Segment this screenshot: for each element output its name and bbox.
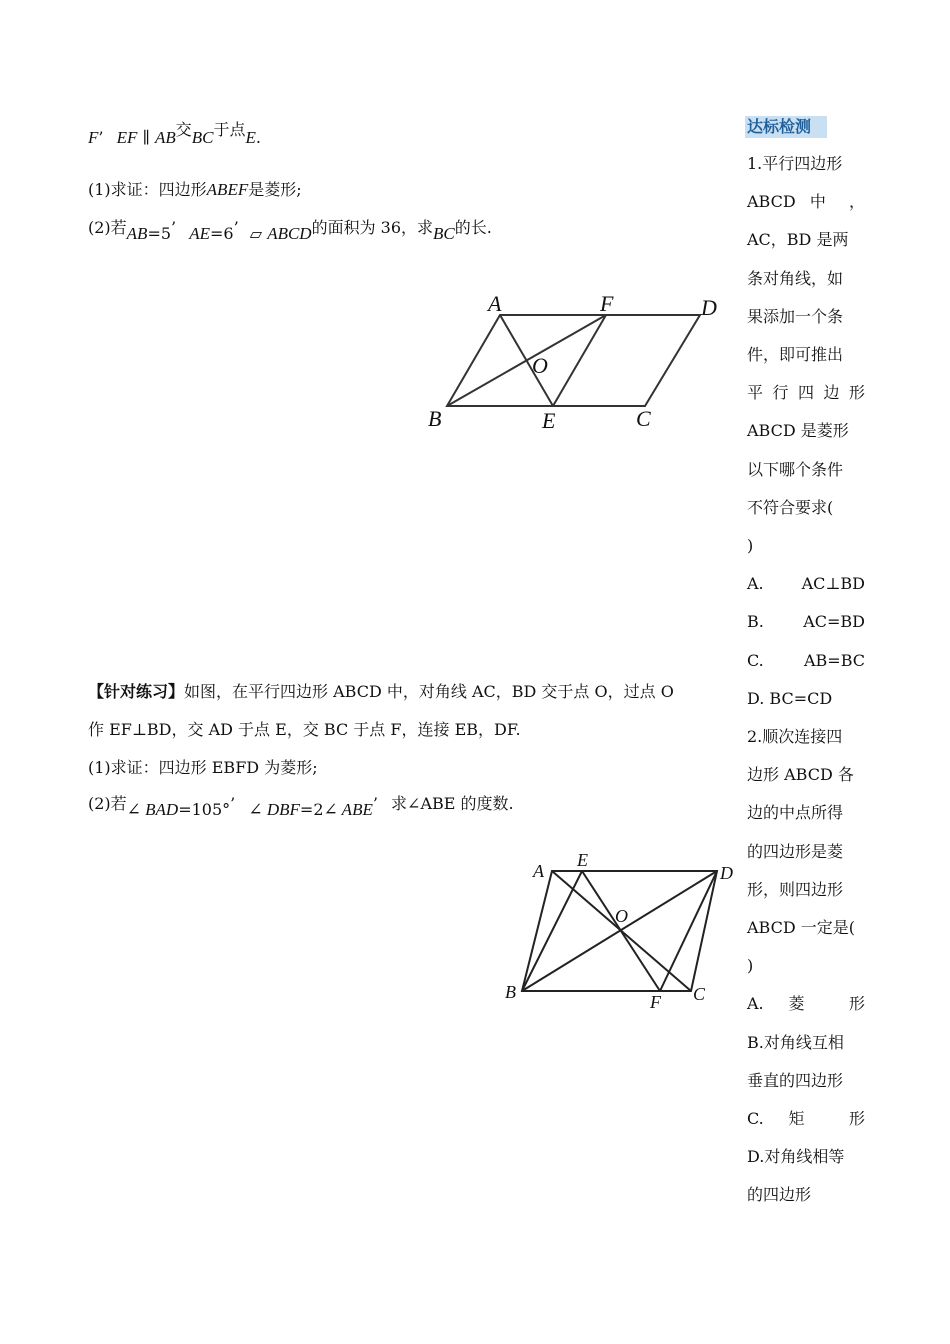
practice-q1: (1)求证：四边形 EBFD 为菱形; — [88, 758, 318, 777]
sidebar-line: ABCD 一定是( — [747, 918, 856, 937]
sidebar-line: 果添加一个条 — [747, 306, 844, 326]
q2-prefix: (2)若 — [88, 794, 127, 813]
sep: ’ — [372, 794, 378, 813]
sidebar-line: ABCD 是菱形 — [747, 421, 849, 441]
label-c: C — [636, 406, 651, 431]
angle-dbf: ∠ DBF — [248, 800, 300, 819]
practice-line1 — [88, 682, 674, 702]
label-o: O — [532, 353, 548, 378]
practice-text1: 如图，在平行四边形 ABCD 中，对角线 AC，BD 交于点 O，过点 O — [184, 682, 674, 701]
segment-bf — [447, 315, 606, 406]
q2-end: 求∠ABE 的度数. — [391, 794, 514, 813]
period: . — [255, 128, 261, 147]
sidebar-line: 平行四边形 — [747, 383, 865, 403]
q1-quad: ABEF — [206, 180, 249, 199]
q2-ae: AE — [189, 224, 211, 243]
sidebar-line: 边的中点所得 — [747, 803, 844, 823]
parallel-symbol: ∥ — [142, 128, 150, 147]
practice-tag: 【针对练习】 — [88, 682, 185, 701]
segment-fe — [553, 315, 606, 406]
q2-bc: BC — [433, 224, 455, 243]
q1-prefix: (1)求证：四边形 — [88, 180, 207, 199]
sidebar-line: D.对角线相等 — [747, 1147, 845, 1167]
sidebar-line: C. 矩 形 — [747, 1109, 865, 1128]
sidebar-line: ) — [747, 956, 754, 976]
label-f: F — [600, 291, 614, 316]
sidebar-line: 边形 ABCD 各 — [747, 765, 854, 785]
practice-line2: 作 EF⊥BD，交 AD 于点 E，交 BC 于点 F，连接 EB，DF. — [88, 720, 521, 739]
sidebar-line: A. 菱 形 — [747, 994, 865, 1014]
label-f: F — [650, 992, 661, 1012]
q2-ab-value: =5 — [147, 224, 172, 243]
sep: ’ — [230, 794, 236, 813]
practice-q2 — [88, 794, 514, 819]
problem1-q1 — [88, 180, 302, 200]
q2-end: 的长. — [454, 218, 492, 237]
point-e: E — [245, 128, 256, 147]
q1-suffix: 是菱形; — [248, 180, 302, 199]
sidebar-line: 垂直的四边形 — [747, 1070, 844, 1090]
sidebar-heading: 达标检测 — [745, 116, 827, 138]
sidebar-line: B. AC=BD — [747, 612, 865, 632]
sidebar-line: ) — [747, 536, 754, 555]
label-b: B — [505, 982, 516, 1002]
sidebar-line: C. AB=BC — [747, 650, 865, 670]
problem1-line1 — [88, 120, 261, 148]
sep: ’ — [98, 128, 104, 147]
q2-prefix: (2)若 — [88, 218, 127, 237]
segment-ab: AB — [154, 128, 176, 147]
sidebar-line: AC，BD 是两 — [747, 230, 849, 250]
sidebar-line: A. AC⊥BD — [747, 574, 865, 594]
angle-dbf-value: =2 — [299, 800, 324, 819]
label-d: D — [720, 863, 733, 883]
label-b: B — [428, 406, 442, 431]
jiao-text: 交 — [175, 120, 192, 139]
sidebar-line: 以下哪个条件 — [747, 459, 844, 479]
sidebar-line: 的四边形是菱 — [747, 841, 844, 861]
figure2 — [500, 845, 745, 1015]
label-d: D — [701, 295, 717, 320]
sidebar-line: 的四边形 — [747, 1185, 812, 1205]
label-a: A — [533, 861, 544, 881]
q2-abcd: ABCD — [267, 224, 312, 243]
sidebar-line: ABCD 中 ， — [747, 192, 865, 212]
sidebar-line: B.对角线互相 — [747, 1032, 844, 1052]
sidebar-line: 不符合要求( — [747, 497, 834, 517]
yudian-text: 于点 — [213, 120, 246, 139]
q2-middle: 的面积为 36，求 — [311, 218, 434, 237]
sep: ’ — [233, 218, 239, 237]
label-e: E — [577, 850, 588, 870]
sidebar-line: 形，则四边形 — [747, 879, 844, 899]
segment-bc: BC — [191, 128, 214, 147]
sidebar-line: 条对角线，如 — [747, 268, 844, 288]
parallelogram-symbol: ▱ — [249, 224, 263, 243]
sidebar-line: 件，即可推出 — [747, 345, 844, 364]
label-a: A — [488, 291, 502, 316]
parallelogram-abcd — [447, 315, 700, 406]
figure1 — [420, 285, 730, 435]
sidebar-line: D. BC=CD — [747, 688, 833, 708]
angle-bad: ∠ BAD — [126, 800, 179, 819]
label-o: O — [615, 906, 628, 926]
sidebar-line: 2.顺次连接四 — [747, 727, 843, 746]
point-f: F — [88, 128, 99, 147]
problem1-q2 — [88, 218, 492, 243]
sidebar-line: 1.平行四边形 — [747, 154, 843, 173]
angle-abe: ∠ ABE — [323, 800, 373, 819]
angle-bad-value: =105° — [178, 800, 231, 819]
q2-ab: AB — [126, 224, 148, 243]
segment-ef — [582, 871, 660, 991]
sep: ’ — [171, 218, 177, 237]
label-c: C — [693, 984, 706, 1004]
segment-ef: EF — [116, 128, 138, 147]
label-e: E — [542, 408, 556, 433]
q2-ae-value: =6 — [210, 224, 234, 243]
